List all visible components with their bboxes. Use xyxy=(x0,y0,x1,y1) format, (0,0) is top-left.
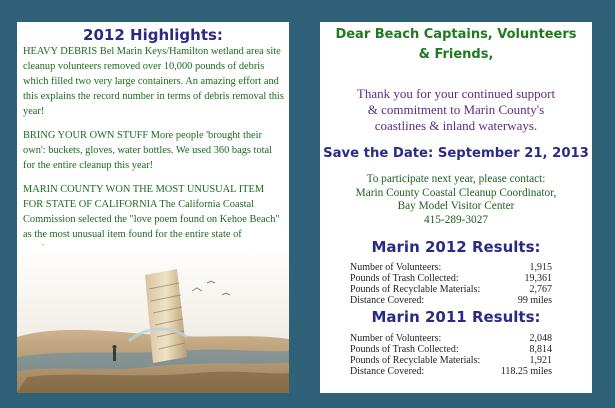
thanks-line-2: & commitment to Marin County's xyxy=(367,102,545,117)
stat-row xyxy=(350,366,552,377)
contact-line-1: To participate next year, please contact: xyxy=(366,173,546,185)
thanks-line-3: coastlines & inland waterways. xyxy=(374,118,538,133)
stat-row xyxy=(350,295,552,306)
greeting-line-2: & Friends, xyxy=(418,47,494,62)
stat-value: 118.25 miles xyxy=(500,366,552,377)
results-2011-title: Marin 2011 Results: xyxy=(371,308,541,326)
stat-row xyxy=(350,284,552,295)
stat-row xyxy=(350,355,552,366)
stat-label: Pounds of Trash Collected: xyxy=(350,344,459,355)
invitation-card xyxy=(320,22,592,393)
greeting-line-1: Dear Beach Captains, Volunteers xyxy=(335,27,577,42)
stat-row xyxy=(350,344,552,355)
save-the-date: Save the Date: September 21, 2013 xyxy=(323,146,589,161)
thank-you-message xyxy=(324,86,588,134)
stat-value: 8,814 xyxy=(529,344,552,355)
heavy-debris-paragraph: HEAVY DEBRIS Bel Marin Keys/Hamilton wetland area site cleanup volunteers removed over 10,000 pounds of debris which filled two very large containers. An amazing effort and this explains the record number in terms of debris removal this year! xyxy=(23,46,284,117)
contact-line-3: Bay Model Visitor Center xyxy=(397,200,515,212)
stat-value: 1,915 xyxy=(529,262,552,273)
stat-row xyxy=(350,262,552,273)
bring-your-own-paragraph: BRING YOUR OWN STUFF More people 'brought their own': buckets, gloves, water bottles. We used 360 bags total for the entire cleanup this year! xyxy=(23,130,273,171)
stat-value: 1,921 xyxy=(529,355,552,366)
stat-label: Distance Covered: xyxy=(350,366,425,377)
highlights-card xyxy=(17,22,289,393)
stat-value: 19,361 xyxy=(524,273,552,284)
thanks-line-1: Thank you for your continued support xyxy=(356,86,556,101)
stat-row xyxy=(350,333,552,344)
beach-collage-image xyxy=(17,245,289,393)
results-2012-table xyxy=(350,262,552,306)
results-2012-title: Marin 2012 Results: xyxy=(371,238,541,256)
stat-label: Number of Volunteers: xyxy=(350,262,442,273)
stat-label: Distance Covered: xyxy=(350,295,425,306)
contact-info xyxy=(320,173,592,227)
stat-value: 2,048 xyxy=(529,333,552,344)
greeting xyxy=(320,25,592,65)
contact-line-2: Marin County Coastal Cleanup Coordinator, xyxy=(355,186,557,199)
stat-label: Pounds of Recyclable Materials: xyxy=(350,284,481,295)
stat-label: Pounds of Trash Collected: xyxy=(350,273,459,284)
results-2011-table xyxy=(350,333,552,377)
stat-value: 99 miles xyxy=(517,295,552,306)
most-unusual-item-paragraph: MARIN COUNTY WON THE MOST UNUSUAL ITEM FOR STATE OF CALIFORNIA The California Coastal Commission selected the "love poem found on Kehoe Beach" as the most unusual item found for the entire state of xyxy=(23,184,280,240)
stat-label: Number of Volunteers: xyxy=(350,333,442,344)
contact-phone: 415-289-3027 xyxy=(423,213,488,226)
stat-label: Pounds of Recyclable Materials: xyxy=(350,355,481,366)
stat-value: 2,767 xyxy=(529,284,552,295)
stat-row xyxy=(350,273,552,284)
highlights-title: 2012 Highlights: xyxy=(83,26,223,44)
